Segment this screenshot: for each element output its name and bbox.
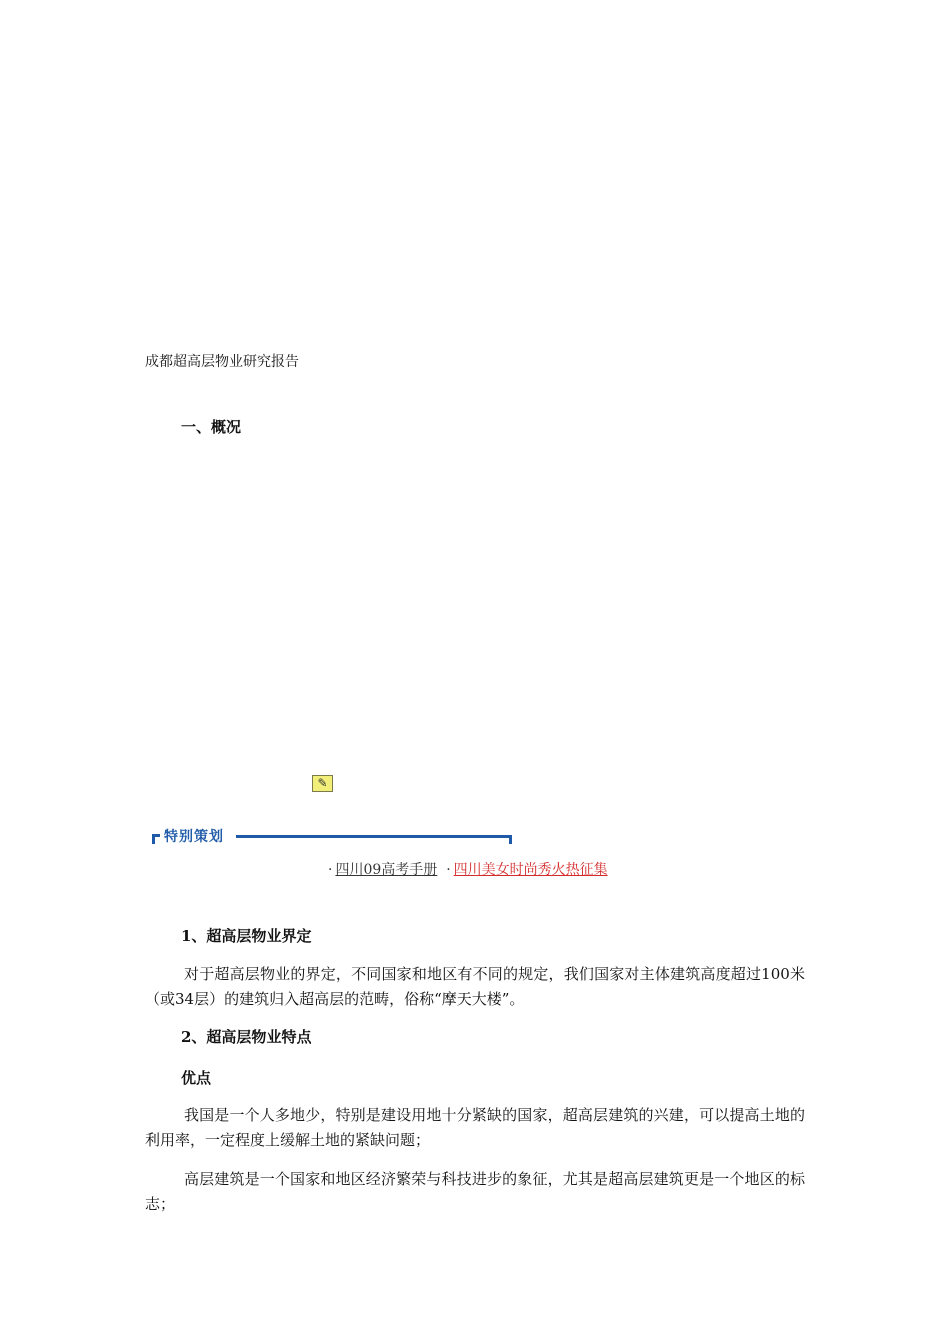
image-placeholder-icon[interactable]: ✎ [312,775,333,792]
special-links [328,860,608,880]
banner-label: 特别策划 [164,829,224,845]
link-gaokao-handbook[interactable]: 四川09高考手册 [335,862,438,878]
paragraph-advantage-1: 我国是一个人多地少，特别是建设用地十分紧缺的国家，超高层建筑的兴建，可以提高土地的利用率，一定程度上缓解土地的紧缺问题； [145,1106,805,1149]
banner-corner-vertical [152,834,155,844]
paragraph-advantage-2: 高层建筑是一个国家和地区经济繁荣与科技进步的象征，尤其是超高层建筑更是一个地区的标志； [145,1170,805,1213]
banner-rule [236,835,512,838]
paragraph-definition: 对于超高层物业的界定，不同国家和地区有不同的规定，我们国家对主体建筑高度超过100米（或34层）的建筑归入超高层的范畴，俗称“摩天大楼”。 [145,965,805,1008]
section-heading-definition: 1、超高层物业界定 [181,927,312,945]
section-heading-features: 2、超高层物业特点 [181,1028,312,1046]
link-beauty-contest[interactable]: 四川美女时尚秀火热征集 [453,862,608,878]
document-title: 成都超高层物业研究报告 [145,354,299,370]
bullet: · [446,862,451,878]
bullet: · [328,862,333,878]
banner-rule-end [509,835,512,844]
subheading-advantages: 优点 [181,1069,212,1087]
section-heading-overview: 一、概况 [181,418,242,436]
special-feature-banner [150,826,512,848]
